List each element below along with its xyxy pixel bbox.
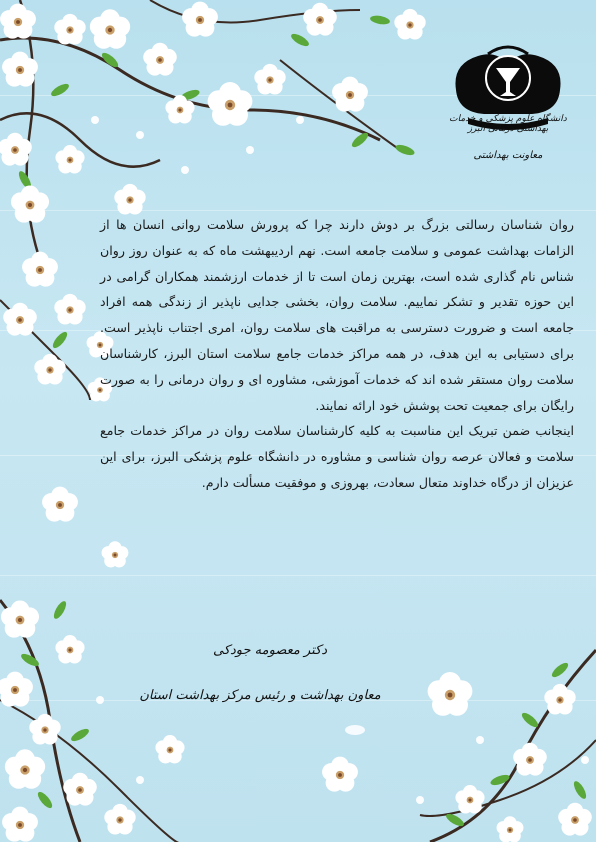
letter-body bbox=[100, 212, 574, 496]
signatory-title: معاون بهداشت و رئیس مرکز بهداشت استان bbox=[139, 688, 381, 703]
letter-paragraph: روان شناسان رسالتی بزرگ بر دوش دارند چرا که پرورش سلامت روانی انسان ها از الزامات بهداشت عمومی و سلامت جامعه است. نهم اردیبهشت ماه که به عنوان روز روان شناس نام گذاری شده است، بهترین زمان است تا از خدمات ارزشمند همکاران گرامی در این حوزه تقدیر و تشکر نماییم. سلامت روان، بخشی جدایی ناپذیر از زندگی همه افراد جامعه است و ضرورت دسترسی به مراقبت های سلامت روان، امری اجتناب ناپذیر است. برای دستیابی به این هدف، در همه مراکز خدمات جامع سلامت استان البرز، کارشناسان سلامت روان مستقر شده اند که خدمات آموزشی، مشاوره ای و روان درمانی را به صورت رایگان برای جمعیت تحت پوشش خود ارائه نمایند. bbox=[100, 217, 574, 413]
department-name: معاونت بهداشتی bbox=[473, 150, 543, 161]
letter-paragraph: اینجانب ضمن تبریک این مناسبت به کلیه کارشناسان سلامت روان در مراکز خدمات جامع سلامت و فعالان عرصه روان شناسی و مشاوره در دانشگاه علوم پزشکی البرز، برای این عزیزان از درگاه خداوند متعال سعادت، بهروزی و موفقیت مسألت دارم. bbox=[100, 423, 574, 490]
university-name: دانشگاه علوم پزشکی و خدمات بهداشتی درمانی البرز bbox=[449, 114, 567, 134]
signatory-name: دکتر معصومه جودکی bbox=[212, 643, 328, 658]
